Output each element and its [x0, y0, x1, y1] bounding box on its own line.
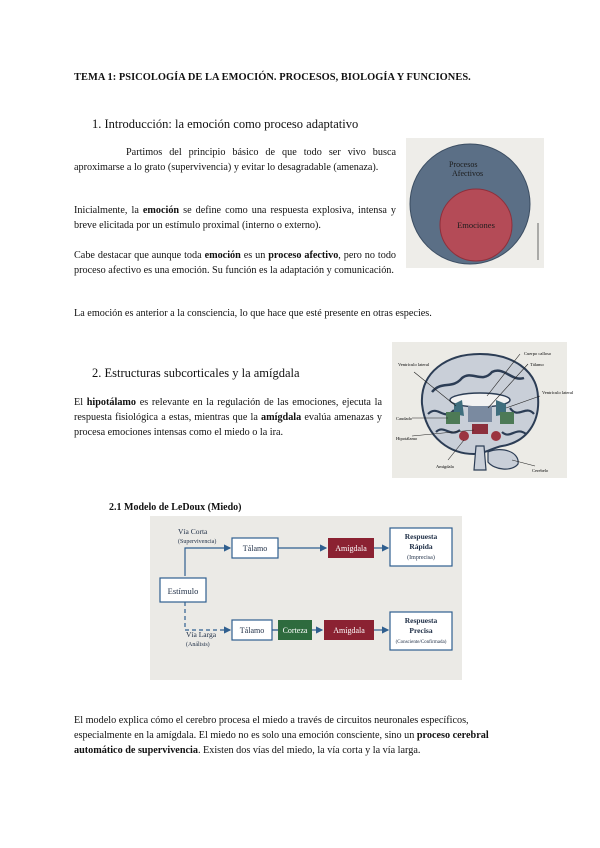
amygdala-right-shape [491, 431, 501, 441]
section-2-paragraph-1 [74, 396, 382, 440]
text-run: , pero no todo proceso afectivo es una emoción. Su función es la adaptación y comunicación. [74, 250, 397, 276]
label-caudado: Caudado [396, 416, 412, 421]
hypothalamus-shape [472, 424, 488, 434]
subsection-2-1-paragraph [74, 714, 526, 758]
brain-structures-figure [392, 342, 574, 478]
bold-term-emocion: emoción [204, 250, 241, 261]
section-1-paragraph-2 [74, 204, 396, 234]
subsection-2-1-heading: 2.1 Modelo de LeDoux (Miedo) [109, 502, 242, 513]
cerebellum-shape [488, 450, 518, 469]
corteza-label: Corteza [282, 626, 308, 635]
section-1-paragraph-3 [74, 249, 396, 279]
text-run: Inicialmente, la [74, 205, 143, 216]
venn-outer-label: Procesos Afectivos [449, 160, 484, 178]
label-amigdala: Amígdala [436, 464, 454, 469]
text-run: es un [240, 250, 269, 261]
text-run: se define como una respuesta explosiva, intensa y breve elicitada por un estímulo proximal (interno o externo). [74, 205, 396, 231]
bold-term-emocion: emoción [142, 205, 180, 216]
text-run: El modelo explica cómo el cerebro procesa el miedo a través de circuitos neuronales específicos, especialmente en la amígdala. El miedo no es solo una emoción consciente, sino un [74, 715, 469, 741]
amigdala-label-bottom: Amígdala [333, 626, 365, 635]
bold-term-hipotalamo: hipotálamo [86, 397, 137, 408]
respuesta-rapida-line3: (Imprecisa) [407, 555, 435, 561]
label-hipotalamo: Hipotálamo [396, 436, 418, 441]
venn-diagram-svg [406, 138, 544, 268]
document-title: TEMA 1: PSICOLOGÍA DE LA EMOCIÓN. PROCESOS, BIOLOGÍA Y FUNCIONES. [74, 72, 471, 83]
section-1-heading: 1. Introducción: la emoción como proceso adaptativo [92, 117, 359, 131]
respuesta-precisa-line3: (Consciente/Confirmada) [395, 640, 447, 645]
estimulo-label: Estímulo [167, 586, 199, 596]
bold-term-proceso-cerebral: proceso cerebral automático de supervivencia [74, 729, 489, 756]
affective-venn-figure [406, 138, 544, 268]
amygdala-left-shape [459, 431, 469, 441]
text-run: . Existen dos vías del miedo, la vía corta y la vía larga. [197, 744, 421, 756]
amigdala-label-top: Amígdala [335, 544, 367, 553]
via-corta-sublabel: (Supervivencia) [178, 539, 217, 545]
bold-term-amigdala: amígdala [261, 411, 302, 423]
label-talamo: Tálamo [530, 362, 544, 367]
caudate-shape [446, 412, 460, 424]
section-1-paragraph-4: La emoción es anterior a la consciencia, lo que hace que esté presente en otras especies. [74, 308, 432, 319]
text-run: es relevante en la regulación de las emociones, ejecuta la respuesta fisiológica a estas, mientras que la [74, 397, 383, 423]
via-larga-label: Vía Larga [186, 630, 217, 639]
text-run: El [74, 397, 87, 408]
ledoux-fear-model-diagram [150, 516, 462, 680]
diagram-connectors [185, 548, 388, 630]
ledoux-diagram-svg [150, 516, 462, 680]
talamo-label-top: Tálamo [242, 544, 268, 553]
brain-illustration-svg [392, 342, 574, 478]
text-run: evalúa amenazas y procesa emociones intensas como el miedo o la ira. [74, 411, 382, 438]
venn-inner-label: Emociones [457, 220, 495, 230]
respuesta-rapida-line2: Rápida [409, 542, 433, 551]
section-1-paragraph-1: Partimos del principio básico de que todo ser vivo busca aproximarse a lo grato (supervivencia) y evitar lo desagradable (amenaza). [74, 147, 396, 173]
via-larga-sublabel: (Análisis) [186, 642, 210, 648]
talamo-label-bottom: Tálamo [239, 626, 265, 635]
respuesta-precisa-line2: Precisa [409, 626, 433, 635]
bold-term-proceso-afectivo: proceso afectivo [268, 250, 339, 261]
respuesta-precisa-line1: Respuesta [404, 616, 438, 625]
text-run: Cabe destacar que aunque toda [74, 250, 205, 261]
label-ventriculo-lateral-izquierdo: Ventrículo lateral [398, 362, 430, 367]
label-cerebelo: Cerebelo [532, 468, 549, 473]
brainstem-shape [474, 446, 486, 470]
caudate-right-shape [500, 412, 514, 424]
via-corta-label: Vía Corta [178, 527, 208, 536]
section-2-heading: 2. Estructuras subcorticales y la amígdala [92, 366, 300, 380]
respuesta-rapida-line1: Respuesta [404, 532, 438, 541]
label-cuerpo-calloso: Cuerpo calloso [524, 351, 552, 356]
thalamus-shape [468, 406, 492, 422]
label-ventriculo-lateral-derecho: Ventrículo lateral [542, 390, 574, 395]
